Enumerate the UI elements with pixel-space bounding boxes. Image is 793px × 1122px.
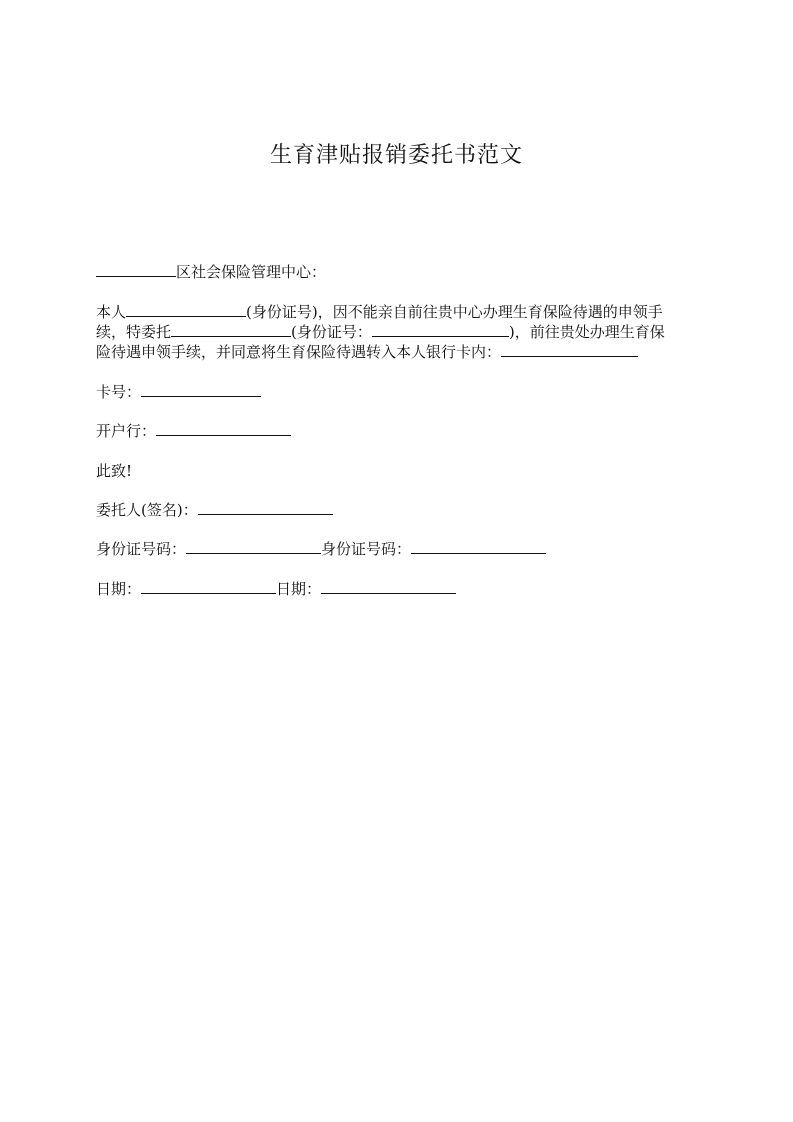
document-title: 生育津贴报销委托书范文 [269, 143, 523, 168]
body-line-1 [96, 302, 700, 322]
body-line-3 [96, 342, 700, 362]
signature-blank[interactable] [198, 500, 333, 515]
bank-line [96, 421, 700, 441]
body-text-2b: (身份证号： [291, 323, 372, 341]
body-text-2a: 续，特委托 [96, 323, 172, 341]
body-line-2 [96, 322, 700, 342]
id-number-line [96, 539, 700, 559]
card-number-blank[interactable] [141, 382, 261, 397]
district-blank[interactable] [96, 262, 176, 277]
addressee-line [96, 262, 700, 282]
date-label-2: 日期： [276, 580, 322, 598]
closing-text: 此致! [96, 462, 133, 480]
id-number-blank-2[interactable] [411, 539, 546, 554]
body-text-2c: )，前往贵处办理生育保 [508, 323, 665, 341]
body-text-1b: (身份证号)，因不能亲自前往贵中心办理生育保险待遇的申领手 [246, 303, 663, 321]
signer-label: 委托人(签名)： [96, 501, 198, 519]
agent-id-blank[interactable] [372, 322, 509, 337]
signer-line [96, 500, 700, 520]
date-label-1: 日期： [96, 580, 142, 598]
bank-label: 开户行： [96, 422, 157, 440]
date-blank-2[interactable] [321, 579, 456, 594]
closing-line [96, 461, 700, 481]
agent-name-blank[interactable] [171, 322, 291, 337]
card-number-label: 卡号： [96, 383, 142, 401]
id-label-1: 身份证号码： [96, 540, 187, 558]
card-number-line [96, 382, 700, 402]
addressee-suffix: 区社会保险管理中心： [176, 263, 327, 281]
body-text-1a: 本人 [96, 303, 127, 321]
principal-name-blank[interactable] [126, 302, 246, 317]
bank-blank[interactable] [156, 421, 291, 436]
date-blank-1[interactable] [141, 579, 276, 594]
id-number-blank-1[interactable] [186, 539, 321, 554]
bank-card-blank[interactable] [501, 342, 638, 357]
date-line [96, 579, 700, 599]
id-label-2: 身份证号码： [321, 540, 412, 558]
body-text-3a: 险待遇申领手续，并同意将生育保险待遇转入本人银行卡内： [96, 343, 502, 361]
